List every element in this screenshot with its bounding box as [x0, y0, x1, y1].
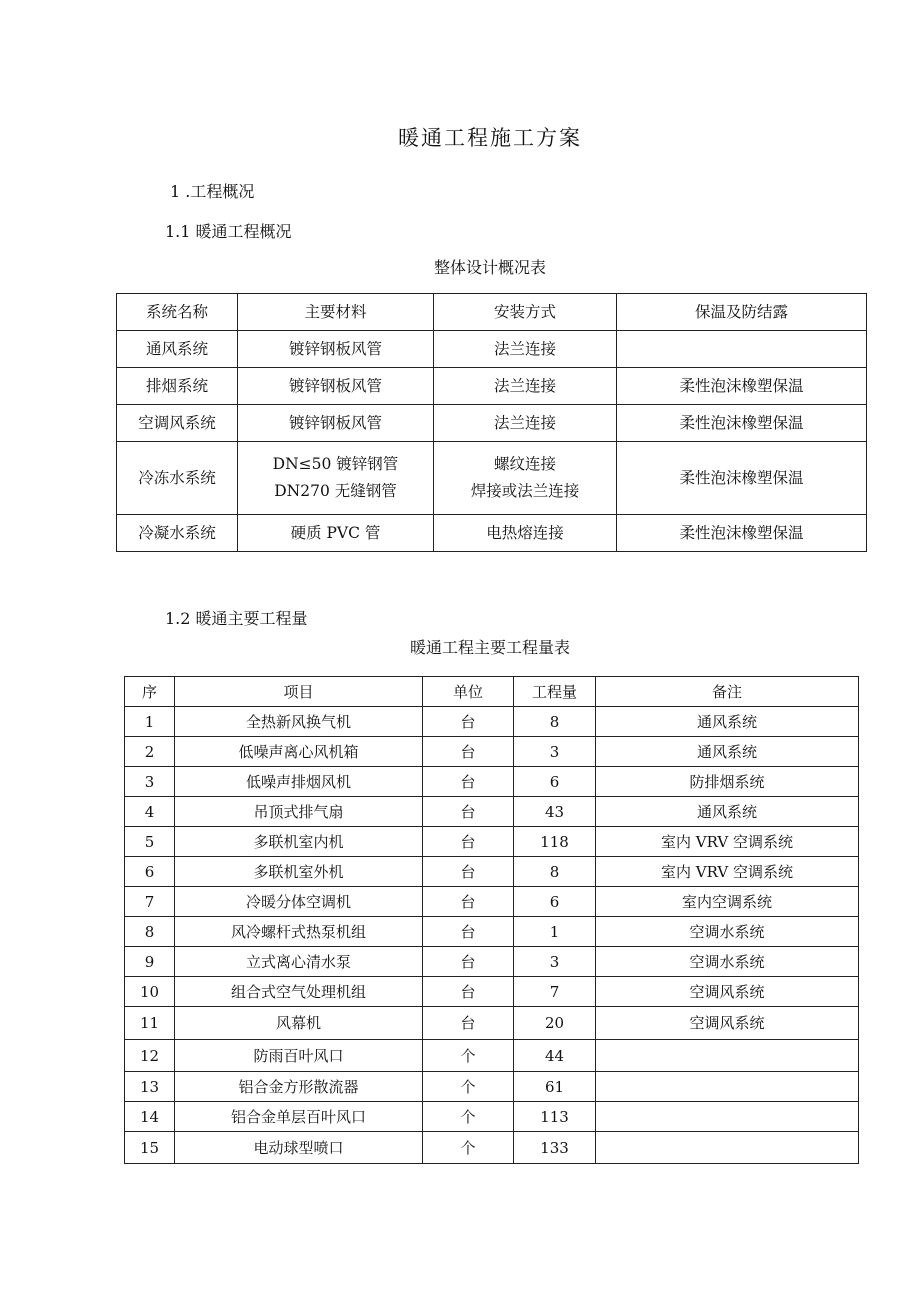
unit-cell: 台	[423, 947, 514, 977]
row-number: 6	[125, 857, 175, 887]
table2-caption: 暖通工程主要工程量表	[409, 638, 570, 657]
insulation-cell: 柔性泡沫橡塑保温	[617, 515, 867, 552]
system-name-cell: 冷凝水系统	[117, 515, 238, 552]
table-row	[125, 767, 859, 797]
note-cell: 空调风系统	[596, 977, 859, 1007]
table-row	[117, 331, 867, 368]
unit-cell: 台	[423, 1007, 514, 1040]
qty-cell: 133	[514, 1132, 596, 1164]
table-header-row	[125, 677, 859, 707]
header-cell: 工程量	[514, 677, 596, 707]
item-cell: 组合式空气处理机组	[175, 977, 423, 1007]
table-row	[125, 797, 859, 827]
section-heading-1-2: 1.2 暖通主要工程量	[165, 609, 308, 628]
note-cell: 室内 VRV 空调系统	[596, 827, 859, 857]
item-cell: 多联机室外机	[175, 857, 423, 887]
row-number: 8	[125, 917, 175, 947]
system-name-cell: 空调风系统	[117, 405, 238, 442]
qty-cell: 3	[514, 737, 596, 767]
row-number: 14	[125, 1102, 175, 1132]
row-number: 4	[125, 797, 175, 827]
install-cell: 法兰连接	[434, 368, 617, 405]
install-line: 螺纹连接	[493, 454, 556, 473]
material-line: DN≤50 镀锌钢管	[272, 454, 399, 473]
insulation-cell: 柔性泡沫橡塑保温	[617, 405, 867, 442]
material-line: DN270 无缝钢管	[274, 482, 397, 500]
item-cell: 多联机室内机	[175, 827, 423, 857]
qty-cell: 44	[514, 1040, 596, 1072]
install-line: 焊接或法兰连接	[470, 482, 580, 500]
table-row	[125, 977, 859, 1007]
table-row	[117, 515, 867, 552]
table-row	[125, 917, 859, 947]
table-row	[125, 827, 859, 857]
note-cell: 防排烟系统	[596, 767, 859, 797]
table-row	[125, 857, 859, 887]
design-overview-table	[116, 293, 867, 552]
row-number: 15	[125, 1132, 175, 1164]
note-cell: 通风系统	[596, 707, 859, 737]
insulation-cell: 柔性泡沫橡塑保温	[617, 442, 867, 515]
unit-cell: 个	[423, 1072, 514, 1102]
unit-cell: 台	[423, 797, 514, 827]
unit-cell: 台	[423, 917, 514, 947]
qty-cell: 7	[514, 977, 596, 1007]
note-cell: 通风系统	[596, 737, 859, 767]
material-cell: 镀锌钢板风管	[238, 405, 434, 442]
item-cell: 风幕机	[175, 1007, 423, 1040]
header-cell: 单位	[423, 677, 514, 707]
table-row	[125, 1040, 859, 1072]
note-cell: 通风系统	[596, 797, 859, 827]
row-number: 3	[125, 767, 175, 797]
unit-cell: 台	[423, 707, 514, 737]
section-heading-1: 1 .工程概况	[170, 182, 255, 201]
system-name-cell: 通风系统	[117, 331, 238, 368]
row-number: 1	[125, 707, 175, 737]
table-row	[125, 887, 859, 917]
note-cell	[596, 1102, 859, 1132]
row-number: 11	[125, 1007, 175, 1040]
item-cell: 铝合金方形散流器	[175, 1072, 423, 1102]
item-cell: 全热新风换气机	[175, 707, 423, 737]
item-cell: 吊顶式排气扇	[175, 797, 423, 827]
table-row	[117, 368, 867, 405]
qty-cell: 3	[514, 947, 596, 977]
insulation-cell: 柔性泡沫橡塑保温	[617, 368, 867, 405]
unit-cell: 台	[423, 857, 514, 887]
qty-cell: 8	[514, 857, 596, 887]
qty-cell: 6	[514, 887, 596, 917]
qty-cell: 43	[514, 797, 596, 827]
table-row	[125, 707, 859, 737]
unit-cell: 台	[423, 767, 514, 797]
material-cell: 镀锌钢板风管	[238, 331, 434, 368]
unit-cell: 台	[423, 977, 514, 1007]
item-cell: 防雨百叶风口	[175, 1040, 423, 1072]
item-cell: 冷暖分体空调机	[175, 887, 423, 917]
item-cell: 电动球型喷口	[175, 1132, 423, 1164]
note-cell: 空调风系统	[596, 1007, 859, 1040]
material-cell: 硬质 PVC 管	[238, 515, 434, 552]
qty-cell: 8	[514, 707, 596, 737]
unit-cell: 台	[423, 737, 514, 767]
unit-cell: 个	[423, 1132, 514, 1164]
item-cell: 立式离心清水泵	[175, 947, 423, 977]
table1-caption: 整体设计概况表	[433, 258, 546, 277]
row-number: 13	[125, 1072, 175, 1102]
section-heading-1-1: 1.1 暖通工程概况	[165, 222, 292, 241]
qty-cell: 20	[514, 1007, 596, 1040]
header-cell: 备注	[596, 677, 859, 707]
qty-cell: 1	[514, 917, 596, 947]
unit-cell: 个	[423, 1102, 514, 1132]
table-row	[125, 1007, 859, 1040]
system-name-cell: 排烟系统	[117, 368, 238, 405]
row-number: 2	[125, 737, 175, 767]
unit-cell: 个	[423, 1040, 514, 1072]
qty-cell: 6	[514, 767, 596, 797]
item-cell: 铝合金单层百叶风口	[175, 1102, 423, 1132]
row-number: 5	[125, 827, 175, 857]
table-row	[117, 442, 867, 515]
note-cell	[596, 1132, 859, 1164]
table-row	[125, 947, 859, 977]
row-number: 12	[125, 1040, 175, 1072]
page-title: 暖通工程施工方案	[398, 126, 582, 150]
insulation-cell	[617, 331, 867, 368]
header-cell: 项目	[175, 677, 423, 707]
row-number: 7	[125, 887, 175, 917]
unit-cell: 台	[423, 827, 514, 857]
note-cell	[596, 1040, 859, 1072]
note-cell: 室内 VRV 空调系统	[596, 857, 859, 887]
header-cell: 保温及防结露	[617, 294, 867, 331]
table-row	[125, 1102, 859, 1132]
table-row	[125, 737, 859, 767]
quantity-table	[124, 676, 859, 1164]
row-number: 9	[125, 947, 175, 977]
note-cell: 空调水系统	[596, 917, 859, 947]
note-cell: 室内空调系统	[596, 887, 859, 917]
table-row	[125, 1132, 859, 1164]
install-cell: 法兰连接	[434, 405, 617, 442]
system-name-cell: 冷冻水系统	[117, 442, 238, 515]
row-number: 10	[125, 977, 175, 1007]
qty-cell: 61	[514, 1072, 596, 1102]
qty-cell: 113	[514, 1102, 596, 1132]
item-cell: 风冷螺杆式热泵机组	[175, 917, 423, 947]
material-cell: 镀锌钢板风管	[238, 368, 434, 405]
header-cell: 序	[125, 677, 175, 707]
note-cell: 空调水系统	[596, 947, 859, 977]
note-cell	[596, 1072, 859, 1102]
unit-cell: 台	[423, 887, 514, 917]
table-row	[117, 405, 867, 442]
header-cell: 系统名称	[117, 294, 238, 331]
table-header-row	[117, 294, 867, 331]
header-cell: 安装方式	[434, 294, 617, 331]
item-cell: 低噪声排烟风机	[175, 767, 423, 797]
install-cell: 电热熔连接	[434, 515, 617, 552]
material-cell	[238, 442, 434, 515]
install-cell	[434, 442, 617, 515]
item-cell: 低噪声离心风机箱	[175, 737, 423, 767]
header-cell: 主要材料	[238, 294, 434, 331]
table-row	[125, 1072, 859, 1102]
qty-cell: 118	[514, 827, 596, 857]
install-cell: 法兰连接	[434, 331, 617, 368]
